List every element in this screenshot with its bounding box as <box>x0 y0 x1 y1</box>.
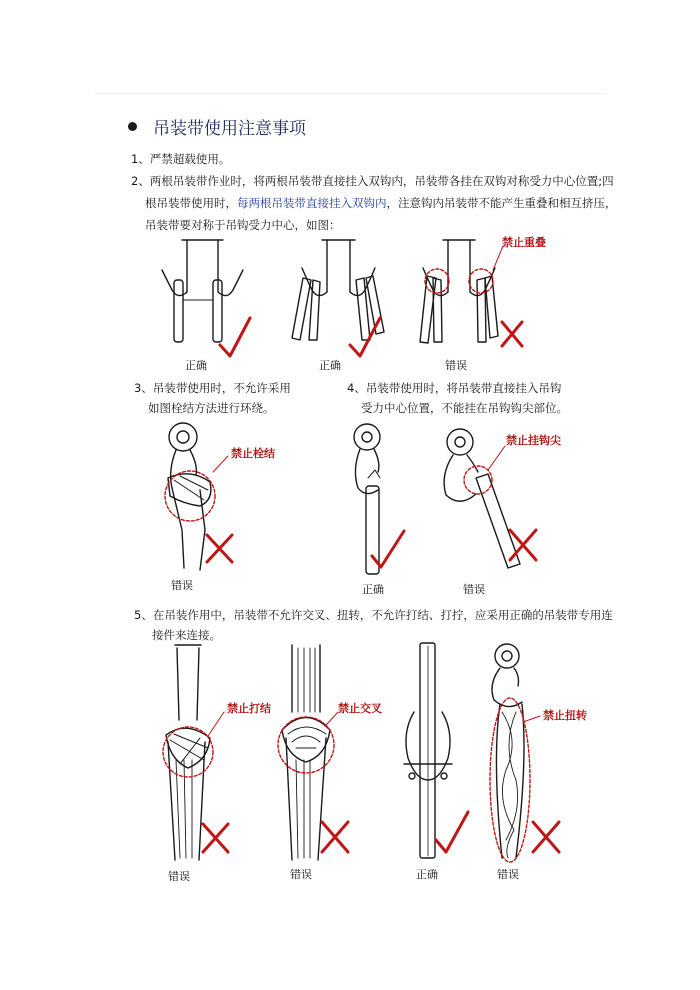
rule-2-line-2-c: ，注意钩内吊装带不能产生重叠和相互挤压， <box>386 196 617 210</box>
rule-2-line-1: 2、两根吊装带作业时，将两根吊装带直接挂入双钩内，吊装带各挂在双钩对称受力中心位置;四 <box>131 174 614 188</box>
row2-warning-2: 禁止挂钩尖 <box>506 434 561 447</box>
shackle-correct-figure <box>404 643 468 858</box>
row3-warning-1: 禁止打结 <box>227 702 271 715</box>
rule-2-highlight: 每两根吊装带直接挂入双钩内 <box>237 196 387 210</box>
cross-mark-icon <box>207 535 232 562</box>
rule-3-line-2: 如图栓结方法进行环绕。 <box>148 401 275 415</box>
row1-caption-2: 正确 <box>319 359 341 372</box>
row1-caption-1: 正确 <box>185 359 207 372</box>
double-hook-figure-1 <box>162 240 250 356</box>
rule-5-line-1: 5、在吊装作用中，吊装带不允许交叉、扭转，不允许打结、打拧，应采用正确的吊装带专用连 <box>134 608 613 622</box>
row2-caption-3: 错误 <box>463 583 485 596</box>
row3-warning-3: 禁止扭转 <box>543 709 587 722</box>
row3-caption-4: 错误 <box>497 868 519 881</box>
single-hook-correct-figure <box>354 424 404 574</box>
page-title: 吊装带使用注意事项 <box>153 119 306 139</box>
cross-mark-icon <box>203 824 228 852</box>
check-mark-icon <box>372 531 404 567</box>
rule-2-line-2-a: 根吊装带使用时， <box>145 196 237 210</box>
check-mark-icon <box>436 812 468 852</box>
cross-mark-icon <box>502 322 522 346</box>
rule-3-line-1: 3、吊装带使用时，不允许采用 <box>134 381 291 395</box>
cross-mark-icon <box>533 822 559 852</box>
single-hook-tip-figure <box>444 429 536 568</box>
cross-mark-icon <box>322 822 348 852</box>
rule-4-line-1: 4、吊装带使用时，将吊装带直接挂入吊钩 <box>347 381 562 395</box>
rule-1: 1、严禁超载使用。 <box>131 152 231 166</box>
row2-caption-1: 错误 <box>171 579 193 592</box>
row3-caption-2: 错误 <box>290 868 312 881</box>
double-hook-figure-2 <box>292 240 384 356</box>
rule-4-line-2: 受力中心位置，不能挂在吊钩钩尖部位。 <box>361 401 568 415</box>
knotted-strap-figure <box>163 645 228 860</box>
hitch-knot-figure <box>165 423 232 570</box>
crossed-strap-figure <box>278 645 348 860</box>
rule-5-line-2: 接件来连接。 <box>152 628 221 642</box>
twisted-strap-figure <box>490 644 559 862</box>
row3-caption-3: 正确 <box>416 868 438 881</box>
check-mark-icon <box>350 318 380 356</box>
row3-caption-1: 错误 <box>168 870 190 883</box>
double-hook-figure-3 <box>420 240 522 346</box>
row2-caption-2: 正确 <box>362 583 384 596</box>
row1-warning: 禁止重叠 <box>502 236 546 249</box>
row2-warning-1: 禁止栓结 <box>231 447 275 460</box>
rule-2-line-3: 吊装带要对称于吊钩受力中心，如图： <box>145 218 341 232</box>
row3-warning-2: 禁止交叉 <box>338 702 382 715</box>
check-mark-icon <box>220 318 250 356</box>
row1-caption-3: 错误 <box>445 359 467 372</box>
